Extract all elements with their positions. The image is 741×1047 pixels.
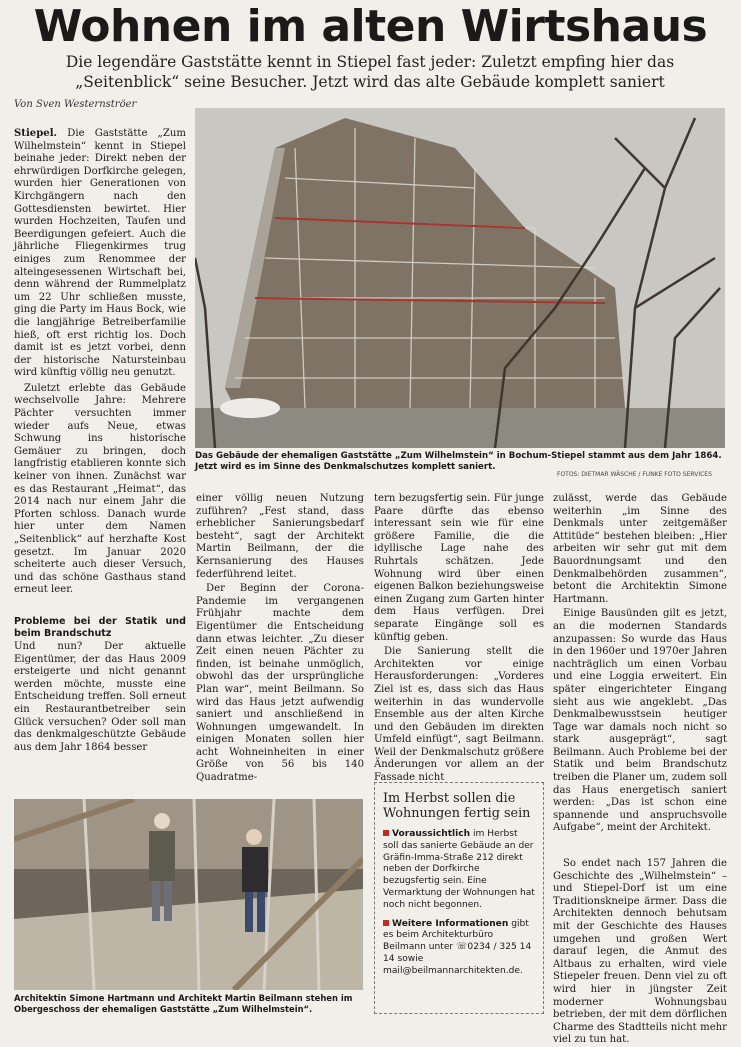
paragraph: einer völlig neuen Nutzung zuführen? „Fest stand, dass erheblicher Sanierungsbedarf besteht“, sagt der Architekt Martin Beilmann, der die Kernsanierung des Hauses federführend leitet. — [196, 493, 364, 580]
article-column-1-top — [14, 128, 186, 597]
paragraph: Zuletzt erlebte das Gebäude wechselvolle Jahre: Mehrere Pächter versuchten immer wieder aufs Neue, etwas Schwung ins historische Gemäuer zu bringen, doch langfristig etablieren konnte sich keiner von ihnen. Zunächst war es das Restaurant „Heimat“, das 2014 nach nur einem Jahr die Pforten schloss. Danach wurde hier unter dem Namen „Seitenblick“ auf herzhafte Kost gesetzt. Im Januar 2020 scheiterte auch dieser Versuch, und das schöne Gasthaus stand erneut leer. — [14, 382, 186, 596]
subheadline-line-2: „Seitenblick“ seine Besucher. Jetzt wird das alte Gebäude komplett saniert — [75, 73, 665, 91]
architects-interior-photo — [14, 799, 363, 990]
info-item — [383, 919, 535, 978]
photo-credit: FOTOS: DIETMAR WÄSCHE / FUNKE FOTO SERVICES — [557, 471, 712, 478]
paragraph: Die Sanierung stellt die Architekten vor einige Herausforderungen: „Vorderes Ziel ist es, dass sich das Haus weiterhin in das wundervolle Ensemble aus der alten Kirche und den Gebäuden im direkten Umfeld einfügt“, sagt Beilmann. Weil der Denkmalschutz größere Änderungen vor allem an der Fassade nicht — [374, 646, 544, 784]
photo-illustration — [14, 799, 363, 990]
bullet-square-icon — [383, 830, 389, 836]
paragraph: tern bezugsfertig sein. Für junge Paare dürfte das ebenso interessant sein wie für eine größere Familie, die die idyllische Lage nahe des Ruhrtals schätzen. Jede Wohnung wird über einen eigenen Balkon beziehungsweise einen Zugang zum Garten hinter dem Haus verfügen. Drei separate Eingänge soll es künftig geben. — [374, 493, 544, 643]
paragraph: Und nun? Der aktuelle Eigentümer, der das Haus 2009 ersteigerte und nicht genannt werden möchte, musste eine Entscheidung treffen. Soll erneut ein Restaurantbetreiber sein Glück versuchen? Oder soll man das denkmalgeschützte Gebäude aus dem Jahr 1864 besser — [14, 641, 186, 753]
photo-illustration — [195, 108, 725, 448]
info-item-lead: Voraussichtlich — [392, 829, 471, 839]
article-column-4-end — [553, 858, 727, 1047]
info-item-text: im Herbst soll das sanierte Gebäude an der Gräfin-Imma-Straße 212 direkt neben der Dorfkirche bezugsfertig sein. Eine Vermarktung der Wohnungen hat noch nicht begonnen. — [383, 829, 535, 910]
paragraph: zulässt, werde das Gebäude weiterhin „im Sinne des Denkmals unter zeitgemäßer Attitüde“ bestehen bleiben: „Hier arbeiten wir sehr gut mit dem Bauordnungsamt und den Denkmalbehörden zusammen“, betont die Architektin Simone Hartmann. — [553, 493, 727, 605]
photo-caption: Das Gebäude der ehemaligen Gaststätte „Zum Wilhelmstein“ in Bochum-Stiepel stammt aus dem Jahr 1864. Jetzt wird es im Sinne des Denkmalschutzes komplett saniert. — [195, 451, 722, 472]
article-column-3 — [374, 493, 544, 785]
subheadline-line-1: Die legendäre Gaststätte kennt in Stiepel fast jeder: Zuletzt empfing hier das — [65, 53, 675, 71]
paragraph: Der Beginn der Corona-Pandemie im vergangenen Frühjahr machte dem Eigentümer die Entscheidung dann etwas leichter. „Zu dieser Zeit einen neuen Pächter zu finden, ist beinahe unmöglich, obwohl das der ursprüngliche Plan war“, meint Beilmann. So wird das Haus jetzt aufwendig saniert und anschließend in Wohnungen umgewandelt. In einigen Monaten sollen hier acht Wohneinheiten in einer Größe von 56 bis 140 Quadratme- — [196, 583, 364, 784]
byline: Von Sven Westernströer — [14, 99, 137, 110]
photo-caption: Architektin Simone Hartmann und Architekt Martin Beilmann stehen im Obergeschoss der ehemaligen Gaststätte „Zum Wilhelmstein“. — [14, 993, 353, 1014]
building-scaffolding-photo — [195, 108, 725, 448]
info-item-text: gibt es beim Architekturbüro Beilmann unter ☏0234 / 325 14 14 sowie mail@beilmannarchitekten.de. — [383, 918, 532, 976]
article-column-1-bottom — [14, 616, 186, 754]
subheadline — [40, 52, 700, 92]
dateline: Stiepel. — [14, 128, 58, 139]
paragraph: Einige Bausünden gilt es jetzt, an die modernen Standards anzupassen: So wurde das Haus in den 1960er und 1970er Jahren nachträglich um einen Vorbau und eine Loggia erweitert. Ein später eingerichteter Eingang sieht aus wie angeklebt. „Das Denkmalbewusstsein heutiger Tage war damals noch nicht so stark ausgeprägt“, sagt Beilmann. Auch Probleme bei der Statik und beim Brandschutz treiben die Planer um, zudem soll das Haus energetisch saniert werden: „Das ist schon eine spannende und anspruchsvolle Aufgabe“, meint der Architekt. — [553, 608, 727, 834]
info-box — [374, 782, 544, 1014]
section-heading: Probleme bei der Statik und beim Brandschutz — [14, 616, 186, 639]
headline: Wohnen im alten Wirtshaus — [33, 1, 708, 52]
bullet-square-icon — [383, 920, 389, 926]
info-item-lead: Weitere Informationen — [392, 918, 509, 929]
lead-text: Die Gaststätte „Zum Wilhelmstein“ kennt in Stiepel beinahe jeder: Direkt neben der ehrwürdigen Dorfkirche gelegen, wurden hier Generationen von Kirchgängern nach den Gottesdiensten bewirtet. Hier wurden Hochzeiten, Taufen und Beerdigungen gefeiert. Auch die jährliche Fliegenkirmes trug einiges zum Renommee der alteingesessenen Wirtschaft bei, denn während der Rummelplatz um 22 Uhr schließen musste, ging die Party im Haus Bock, wie die langjährige Betreiberfamilie hieß, oft erst richtig los. Doch damit ist es jetzt vorbei, denn der historische Natursteinbau wird künftig völlig neu genutzt. — [14, 128, 186, 379]
paragraph: So endet nach 157 Jahren die Geschichte des „Wilhelmstein“ – und Stiepel-Dorf ist um eine Traditionskneipe ärmer. Dass die Architekten dennoch behutsam mit der Geschichte des Hauses umgehen und großen Wert darauf legen, die Anmut des Altbaus zu erhalten, wird viele Stiepeler freuen. Denn viel zu oft wird hier in jüngster Zeit moderner Wohnungsbau betrieben, der mit dem dörflichen Charme des Stadtteils nicht mehr viel zu tun hat. — [553, 858, 727, 1046]
article-column-2 — [196, 493, 364, 785]
info-item — [383, 829, 535, 912]
info-box-title: Im Herbst sollen die Wohnungen fertig sein — [383, 791, 531, 821]
article-column-4 — [553, 493, 727, 835]
lead-paragraph — [14, 128, 186, 380]
